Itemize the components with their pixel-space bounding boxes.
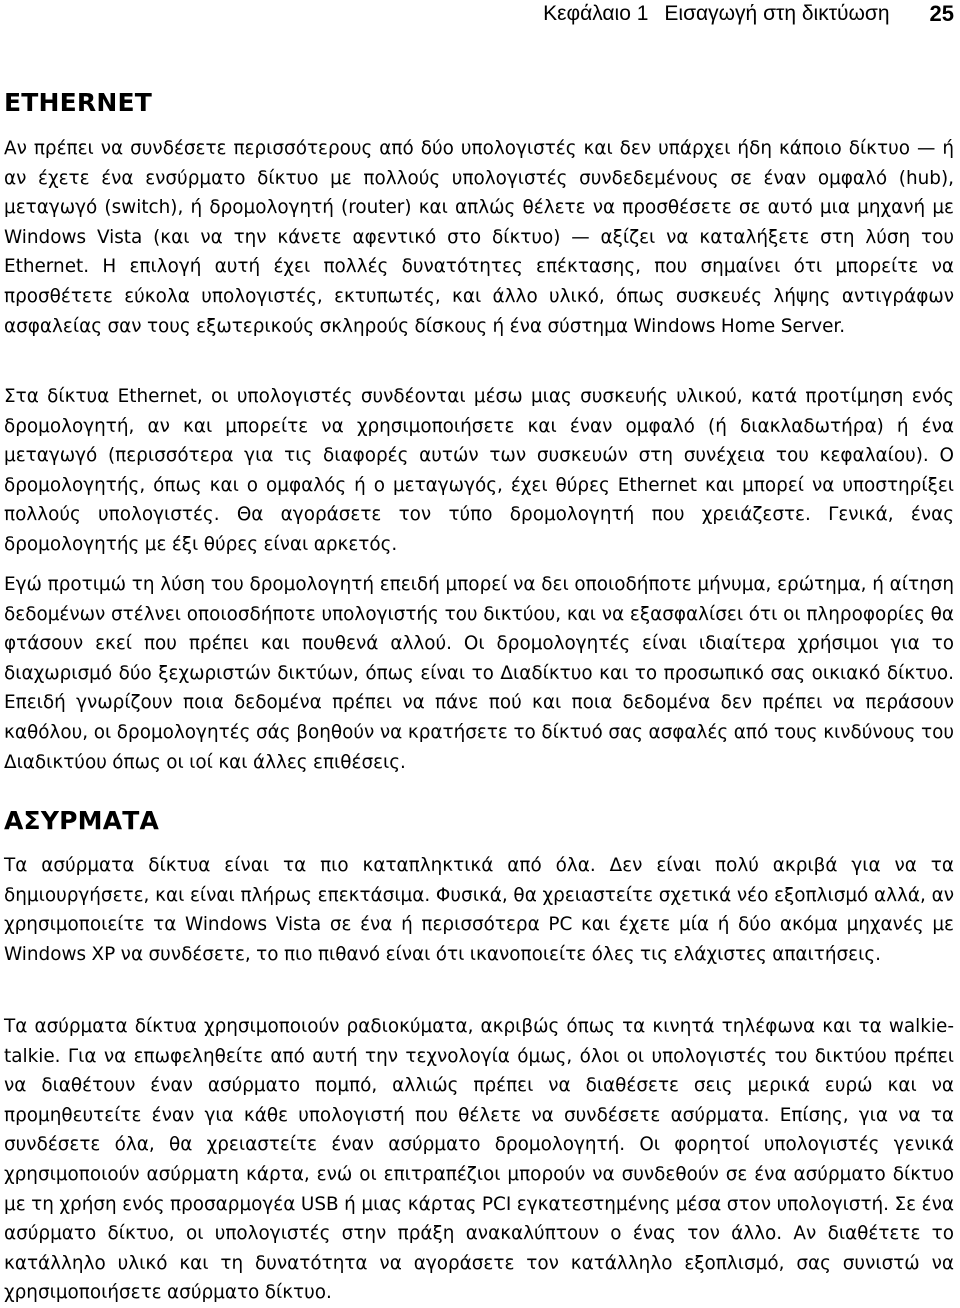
section-heading-ethernet: ETHERNET <box>4 88 153 117</box>
paragraph-ethernet-routers: Στα δίκτυα Ethernet, οι υπολογιστές συνδέονται μέσω μιας συσκευής υλικού, κατά προτίμηση ενός δρομολογητή, αν και μπορείτε να χρησιμοποιήσετε και έναν ομφαλό (ή διακλαδωτήρα) ή ένα μεταγωγό (περισσότερα για τις διαφορές αυτών των συσκευών στη συνέχεια του κεφαλαίου). Ο δρομολογητής, όπως και ο ομφαλός ή ο μεταγωγός, έχει θύρες Ethernet και μπορεί να υποστηρίξει πολλούς υπολογιστές. Θα αγοράσετε τον τύπο δρομολογητή που χρειάζεστε. Γενικά, ένας δρομολογητής με έξι θύρες είναι αρκετός. <box>4 386 954 555</box>
paragraph-ethernet-preference: Εγώ προτιμώ τη λύση του δρομολογητή επειδή μπορεί να δει οποιοδήποτε μήνυμα, ερώτημα, ή αίτηση δεδομένων στέλνει οποιοσδήποτε υπολογιστής του δικτύου, και να εξασφαλίσει ότι οι πληροφορίες θα φτάσουν εκεί που πρέπει και πουθενά αλλού. Οι δρομολογητές είναι ιδιαίτερα χρήσιμοι για το διαχωρισμό δύο ξεχωριστών δικτύων, όπως είναι το Διαδίκτυο και το προσωπικό σας οικιακό δίκτυο. Επειδή γνωρίζουν ποια δεδομένα πρέπει να πάνε πού και ποια δεδομένα δεν πρέπει να περάσουν καθόλου, οι δρομολογητές σάς βοηθούν να κρατήσετε το δίκτυό σας ασφαλές από τους κινδύνους του Διαδικτύου όπως οι ιοί και άλλες επιθέσεις. <box>4 574 954 773</box>
paragraph-ethernet-intro: Αν πρέπει να συνδέσετε περισσότερους από δύο υπολογιστές και δεν υπάρχει ήδη κάποιο δίκτυο — ή αν έχετε ένα ενσύρματο δίκτυο με πολλούς υπολογιστές συνδεδεμένους σε έναν ομφαλό (hub), μεταγωγό (switch), ή δρομολογητή (router) και απλώς θέλετε να προσθέσετε σε αυτό μια μηχανή με Windows Vista (και να την κάνετε αφεντικό στο δίκτυο) — αξίζει να καταλήξετε στη λύση του Ethernet. Η επιλογή αυτή έχει πολλές δυνατότητες επέκτασης, που σημαίνει ότι μπορείτε να προσθέτετε εύκολα υπολογιστές, εκτυπωτές, και άλλο υλικό, όπως συσκευές λήψης αντιγράφων ασφαλείας σαν τους εξωτερικούς σκληρούς δίσκους ή ένα σύστημα Windows Home Server. <box>4 138 954 337</box>
page-number: 25 <box>929 1 954 26</box>
paragraph-wireless-radio: Τα ασύρματα δίκτυα χρησιμοποιούν ραδιοκύματα, ακριβώς όπως τα κινητά τηλέφωνα και τα walkie-talkie. Για να επωφεληθείτε από αυτή την τεχνολογία όμως, όλοι οι υπολογιστές του δικτύου πρέπει να διαθέτουν έναν ασύρματο πομπό, αλλιώς πρέπει να διαθέσετε σεις μερικά ευρώ και να προμηθευτείτε έναν για κάθε υπολογιστή που θέλετε να συνδέσετε ασύρματα. Επίσης, για να τα συνδέσετε όλα, θα χρειαστείτε έναν ασύρματο δρομολογητή. Οι φορητοί υπολογιστές γενικά χρησιμοποιούν ασύρματη κάρτα, ενώ οι επιτραπέζιοι μπορούν να συνδεθούν σε ένα ασύρματο δίκτυο με τη χρήση ενός προσαρμογέα USB ή μιας κάρτας PCI εγκατεστημένης μέσα στον υπολογιστή. Σε ένα ασύρματο δίκτυο, οι υπολογιστές στην πράξη ανακαλύπτουν ο ένας τον άλλο. Αν διαθέτετε το κατάλληλο υλικό και τη δυνατότητα να αγοράσετε τον κατάλληλο εξοπλισμό, σας συνιστώ να χρησιμοποιήσετε ασύρματο δίκτυο. <box>4 1016 954 1304</box>
section-heading-wireless: ΑΣΥΡΜΑΤΑ <box>4 806 160 835</box>
chapter-title: Εισαγωγή στη δικτύωση <box>664 2 890 25</box>
paragraph-wireless-intro: Τα ασύρματα δίκτυα είναι τα πιο καταπληκτικά από όλα. Δεν είναι πολύ ακριβά για να τα δημιουργήσετε, και είναι πλήρως επεκτάσιμα. Φυσικά, θα χρειαστείτε σχετικά νέο εξοπλισμό αλλά, αν χρησιμοποιείτε τα Windows Vista σε ένα ή περισσότερα PC και έχετε μία ή δύο ακόμα μηχανές με Windows XP να συνδέσετε, το πιο πιθανό είναι ότι ικανοποιείτε όλες τις ελάχιστες απαιτήσεις. <box>4 855 954 965</box>
running-header <box>543 0 954 28</box>
chapter-label: Κεφάλαιο 1 <box>543 2 649 25</box>
